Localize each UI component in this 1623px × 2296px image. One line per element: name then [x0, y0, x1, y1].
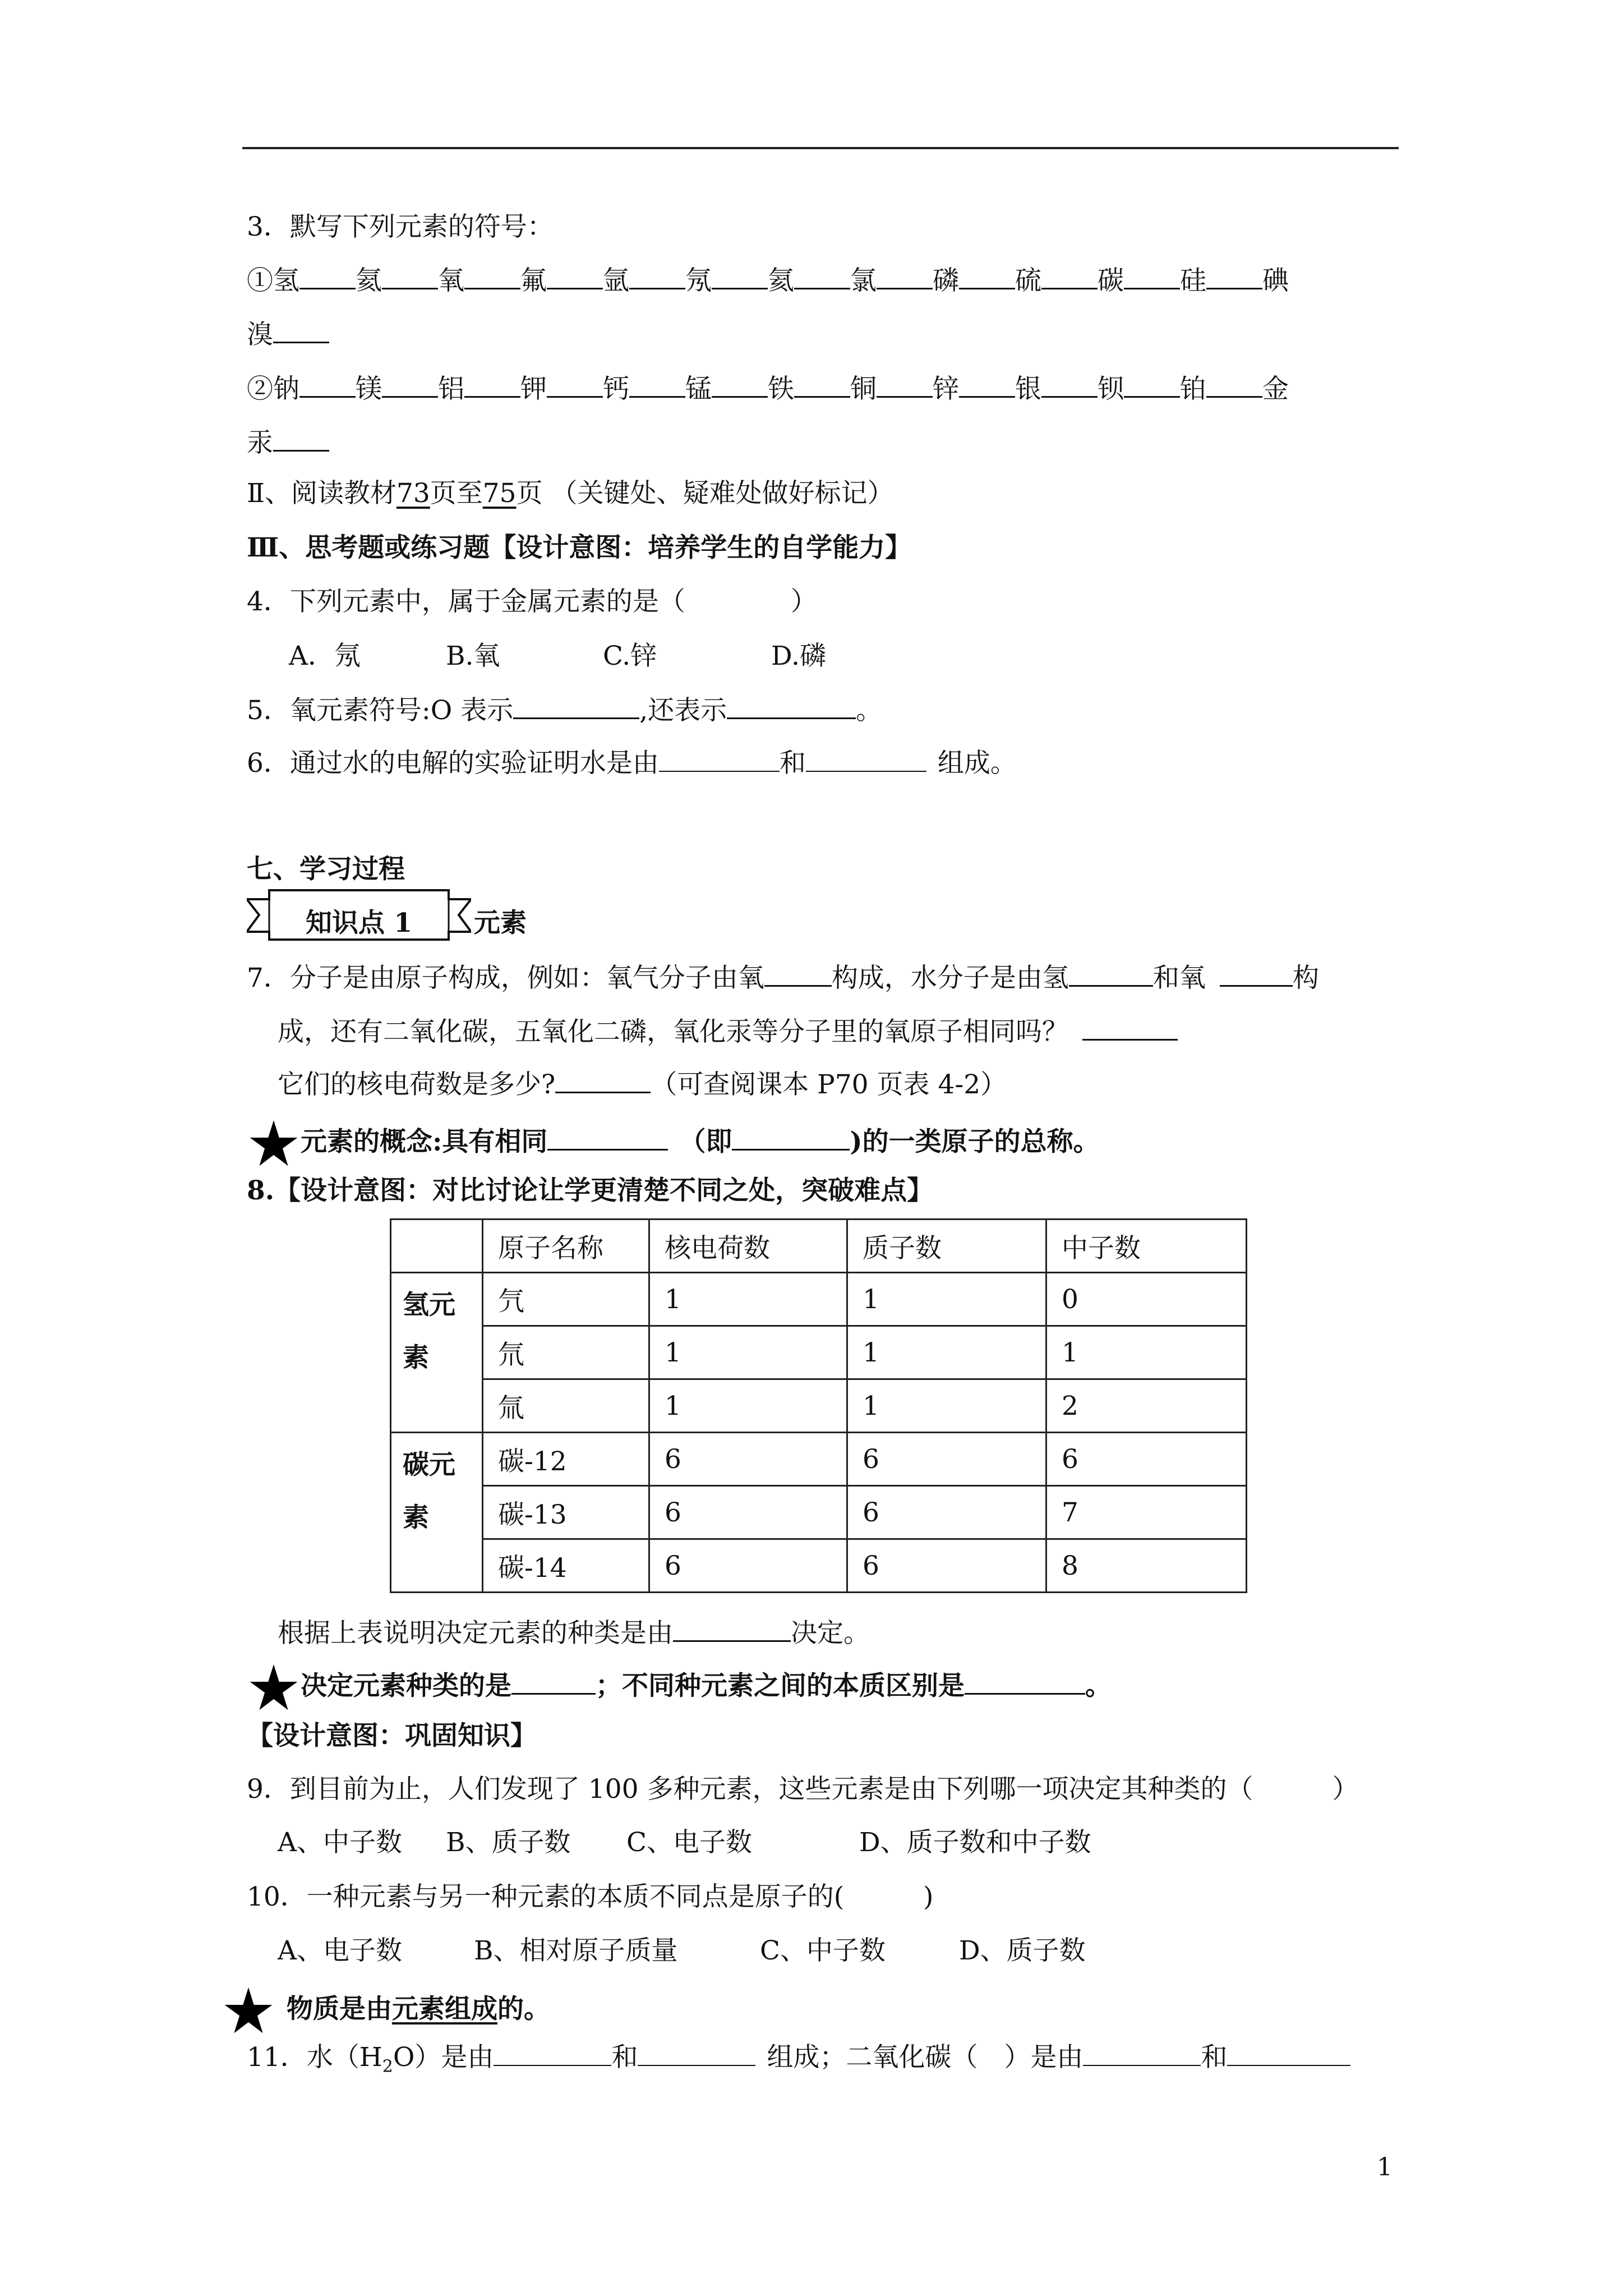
- concept-text-b: （即: [679, 1126, 732, 1157]
- concept-text-a: 元素的概念:具有相同: [301, 1126, 548, 1157]
- table-header-row: [391, 1220, 1247, 1273]
- concept-blank-1[interactable]: [547, 1124, 668, 1151]
- q5-blank-1[interactable]: [513, 693, 639, 719]
- q4-option-b[interactable]: B.氧: [446, 641, 500, 671]
- q11-blank-2[interactable]: [638, 2040, 755, 2066]
- q9-option-a[interactable]: A、中子数: [278, 1827, 402, 1858]
- group-label-line2: 素: [403, 1342, 429, 1373]
- element-name: ①氢: [247, 265, 299, 296]
- element-name: 氦: [768, 265, 794, 296]
- decide-text-b: ；不同种元素之间的本质区别是: [596, 1671, 965, 1701]
- table-row: [391, 1273, 1247, 1326]
- table-cell: 1: [847, 1273, 1046, 1326]
- table-header-cell: [391, 1220, 483, 1273]
- symbol-blank[interactable]: [1206, 371, 1262, 398]
- star-icon: [247, 1120, 301, 1167]
- after-table-line: [278, 1616, 870, 1650]
- q11-blank-4[interactable]: [1227, 2040, 1350, 2066]
- symbol-blank[interactable]: [794, 371, 850, 398]
- q7-blank-2[interactable]: [1069, 960, 1153, 987]
- element-name: 锌: [933, 374, 959, 404]
- group-label-carbon: [391, 1433, 483, 1593]
- q6-text-a: 6．通过水的电解的实验证明水是由: [247, 748, 659, 779]
- q10-options: [278, 1934, 1086, 1968]
- consolidate-heading: 【设计意图：巩固知识】: [247, 1720, 537, 1751]
- q7-text-b: 构成，水分子是由氢: [831, 963, 1069, 993]
- q7-blank-1[interactable]: [764, 960, 832, 987]
- think-prefix: Ⅲ、思考题或练习题: [247, 532, 490, 563]
- q7-text-line2: 成，还有二氧化碳，五氧化二磷，氧化汞等分子里的氧原子相同吗？: [278, 1016, 1068, 1047]
- q7-blank-5[interactable]: [555, 1067, 651, 1093]
- element-name: 金: [1262, 374, 1289, 404]
- q7-line3: [278, 1067, 1007, 1102]
- element-name: 硫: [1015, 265, 1041, 296]
- q3-row1: [247, 263, 1289, 298]
- table-cell: 6: [649, 1433, 847, 1486]
- table-header-cell: 质子数: [847, 1220, 1046, 1273]
- after-table-text-b: 决定。: [791, 1618, 870, 1649]
- table-cell: 碳-14: [483, 1539, 649, 1593]
- matter-text-a: 物质是由: [287, 1994, 392, 2024]
- q3-row1-tail: [247, 317, 329, 352]
- symbol-blank[interactable]: [1041, 263, 1098, 289]
- element-name: 碘: [1262, 265, 1289, 296]
- q4-text: 4．下列元素中，属于金属元素的是（ ）: [247, 586, 817, 617]
- decide-line: [247, 1664, 1112, 1711]
- table-cell: 碳-12: [483, 1433, 649, 1486]
- symbol-blank[interactable]: [299, 263, 356, 289]
- table-header-cell: 原子名称: [483, 1220, 649, 1273]
- table-row: [391, 1539, 1247, 1593]
- symbol-blank[interactable]: [1041, 371, 1098, 398]
- q3-row1-tail-text: 溴: [247, 319, 273, 350]
- element-name: 氩: [603, 265, 629, 296]
- q5-text-c: 。: [856, 695, 883, 726]
- table-cell: 1: [1046, 1326, 1247, 1379]
- q9-text: 9．到目前为止，人们发现了 100 多种元素，这些元素是由下列哪一项决定其种类的（ ）: [247, 1774, 1359, 1805]
- table-cell: 6: [649, 1486, 847, 1539]
- table-cell: 氕: [483, 1273, 649, 1326]
- q9-option-b[interactable]: B、质子数: [446, 1827, 571, 1858]
- symbol-blank[interactable]: [464, 263, 520, 289]
- table-cell: 6: [847, 1486, 1046, 1539]
- reading-page-end: 75: [482, 478, 517, 509]
- q9-options: [278, 1826, 1091, 1860]
- group-label-line1: 氢元: [403, 1290, 455, 1320]
- element-name: ②钠: [247, 374, 299, 404]
- concept-blank-2[interactable]: [732, 1124, 850, 1151]
- q7-text-d: 构: [1292, 963, 1319, 993]
- table-cell: 6: [649, 1539, 847, 1593]
- table-cell: 8: [1046, 1539, 1247, 1593]
- symbol-blank[interactable]: [877, 371, 933, 398]
- q11-blank-3[interactable]: [1083, 2040, 1201, 2066]
- table-cell: 6: [1046, 1433, 1247, 1486]
- symbol-blank[interactable]: [1124, 371, 1180, 398]
- table-row: [391, 1433, 1247, 1486]
- symbol-blank[interactable]: [547, 263, 603, 289]
- element-name: 氧: [438, 265, 464, 296]
- symbol-blank[interactable]: [712, 263, 768, 289]
- blank[interactable]: [273, 317, 329, 343]
- element-name: 碳: [1098, 265, 1124, 296]
- symbol-blank[interactable]: [959, 263, 1015, 289]
- after-table-blank[interactable]: [673, 1616, 791, 1642]
- matter-text-b: 元素组成: [392, 1994, 497, 2024]
- star-icon: [222, 1987, 275, 2035]
- q6-line: [247, 746, 1017, 780]
- q10-text: 10．一种元素与另一种元素的本质不同点是原子的( ): [247, 1881, 934, 1912]
- symbol-blank[interactable]: [1124, 263, 1180, 289]
- think-line: [247, 531, 911, 565]
- table-row: [391, 1326, 1247, 1379]
- element-name: 氟: [520, 265, 547, 296]
- matter-line: [222, 1987, 550, 2035]
- q7-text-line3a: 它们的核电荷数是多少?: [278, 1069, 556, 1100]
- element-name: 氯: [850, 265, 877, 296]
- section7-title: 七、学习过程: [247, 854, 405, 885]
- table-cell: 1: [649, 1379, 847, 1433]
- star-icon: [247, 1664, 301, 1711]
- q7-text-line3b: （可查阅课本 P70 页表 4-2）: [651, 1069, 1007, 1100]
- q11-line: [247, 2040, 1350, 2083]
- element-name: 锰: [685, 374, 712, 404]
- q11-text-d: 组成；二氧化碳（ ）是由: [767, 2042, 1083, 2073]
- element-name: 铜: [850, 374, 877, 404]
- concept-line: [247, 1120, 1100, 1167]
- element-name: 氦: [356, 265, 382, 296]
- q3-title: 3．默写下列元素的符号：: [247, 211, 554, 242]
- table-cell: 7: [1046, 1486, 1247, 1539]
- symbol-blank[interactable]: [547, 371, 603, 398]
- group-label-hydrogen: [391, 1273, 483, 1433]
- table-cell: 碳-13: [483, 1486, 649, 1539]
- think-intent: 【设计意图：培养学生的自学能力】: [490, 532, 912, 563]
- element-name: 钡: [1098, 374, 1124, 404]
- q10-option-c[interactable]: C、中子数: [760, 1935, 886, 1966]
- header-rule: [242, 147, 1399, 149]
- after-table-text-a: 根据上表说明决定元素的种类是由: [278, 1618, 673, 1649]
- q10-option-a[interactable]: A、电子数: [278, 1935, 402, 1966]
- element-name: 氖: [685, 265, 712, 296]
- symbol-blank[interactable]: [382, 263, 438, 289]
- q8-title: 8.【设计意图：对比讨论让学更清楚不同之处，突破难点】: [247, 1175, 934, 1206]
- q4-option-a[interactable]: A．氖: [289, 641, 361, 671]
- table-cell: 氘: [483, 1326, 649, 1379]
- q7-text-a: 7．分子是由原子构成，例如：氧气分子由氧: [247, 963, 764, 993]
- table-cell: 1: [649, 1273, 847, 1326]
- group-label-line2: 素: [403, 1502, 429, 1533]
- q7-blank-3b[interactable]: [1220, 960, 1293, 987]
- knowledge-point-label: 知识点 1: [306, 908, 413, 938]
- reading-line: [247, 477, 894, 510]
- q11-text-e: 和: [1201, 2042, 1228, 2073]
- q7-blank-4[interactable]: [1082, 1014, 1178, 1041]
- q5-blank-2[interactable]: [727, 693, 856, 719]
- decide-text-a: 决定元素种类的是: [301, 1671, 511, 1701]
- q7-text-c: 和氧: [1152, 963, 1206, 993]
- q4-options: [289, 639, 826, 673]
- table-cell: 1: [847, 1326, 1046, 1379]
- symbol-blank[interactable]: [299, 371, 356, 398]
- blank[interactable]: [273, 425, 329, 452]
- element-name: 钾: [520, 374, 547, 404]
- symbol-blank[interactable]: [794, 263, 850, 289]
- q3-row2-tail: [247, 425, 329, 460]
- table-row: [391, 1379, 1247, 1433]
- knowledge-point-topic: 元素: [474, 908, 527, 938]
- table-cell: 氚: [483, 1379, 649, 1433]
- decide-blank-2[interactable]: [965, 1668, 1085, 1695]
- concept-text-c: )的一类原子的总称。: [850, 1126, 1100, 1157]
- q10-option-b[interactable]: B、相对原子质量: [474, 1935, 678, 1966]
- q7-line1: [247, 960, 1319, 995]
- q6-text-c: 组成。: [937, 748, 1017, 779]
- table-cell: 1: [847, 1379, 1046, 1433]
- decide-text-c: 。: [1085, 1671, 1112, 1701]
- q5-text-a: 5．氧元素符号:O 表示: [247, 695, 514, 726]
- table-cell: 6: [847, 1433, 1046, 1486]
- symbol-blank[interactable]: [629, 371, 685, 398]
- symbol-blank[interactable]: [877, 263, 933, 289]
- symbol-blank[interactable]: [712, 371, 768, 398]
- table-cell: 1: [649, 1326, 847, 1379]
- q6-blank-1[interactable]: [659, 746, 780, 772]
- table-row: [391, 1486, 1247, 1539]
- element-name: 磷: [933, 265, 959, 296]
- decide-blank-1[interactable]: [511, 1668, 596, 1695]
- q11-subscript: 2: [382, 2056, 393, 2077]
- symbol-blank[interactable]: [464, 371, 520, 398]
- q3-row2: [247, 371, 1289, 406]
- q10-option-d[interactable]: D、质子数: [959, 1935, 1086, 1966]
- q6-text-b: 和: [779, 748, 806, 779]
- element-name: 铁: [768, 374, 794, 404]
- table-header-cell: 核电荷数: [649, 1220, 847, 1273]
- q9-option-c[interactable]: C、电子数: [626, 1827, 752, 1858]
- group-label-line1: 碳元: [403, 1450, 455, 1480]
- element-name: 铝: [438, 374, 464, 404]
- reading-page-start: 73: [396, 478, 430, 509]
- matter-text-c: 的。: [497, 1994, 550, 2024]
- table-header-cell: 中子数: [1046, 1220, 1247, 1273]
- table-cell: 0: [1046, 1273, 1247, 1326]
- page-number: 1: [1377, 2153, 1393, 2182]
- q11-text-b: O）是由: [393, 2042, 494, 2073]
- reading-suffix: 页 （关键处、疑难处做好标记）: [516, 478, 894, 509]
- reading-mid: 页至: [430, 478, 483, 509]
- symbol-blank[interactable]: [959, 371, 1015, 398]
- q11-text-c: 和: [611, 2042, 638, 2073]
- symbol-blank[interactable]: [629, 263, 685, 289]
- symbol-blank[interactable]: [382, 371, 438, 398]
- isotope-table: [390, 1218, 1247, 1593]
- q7-line2: [278, 1014, 1178, 1049]
- q11-text-a: 11．水（H: [247, 2042, 382, 2073]
- symbol-blank[interactable]: [1206, 263, 1262, 289]
- q5-text-b: ,还表示: [639, 695, 727, 726]
- table-cell: 2: [1046, 1379, 1247, 1433]
- element-name: 钙: [603, 374, 629, 404]
- q11-blank-1[interactable]: [494, 2040, 611, 2066]
- q3-row2-tail-text: 汞: [247, 427, 273, 458]
- element-name: 银: [1015, 374, 1041, 404]
- table-cell: 6: [847, 1539, 1046, 1593]
- q4-option-c[interactable]: C.锌: [603, 641, 657, 671]
- element-name: 镁: [356, 374, 382, 404]
- q5-line: [247, 693, 882, 728]
- reading-prefix: Ⅱ、阅读教材: [247, 478, 396, 509]
- q9-option-d[interactable]: D、质子数和中子数: [859, 1827, 1091, 1858]
- element-name: 铂: [1180, 374, 1206, 404]
- q6-blank-2[interactable]: [806, 746, 926, 772]
- element-name: 硅: [1180, 265, 1206, 296]
- q4-option-d[interactable]: D.磷: [771, 641, 826, 671]
